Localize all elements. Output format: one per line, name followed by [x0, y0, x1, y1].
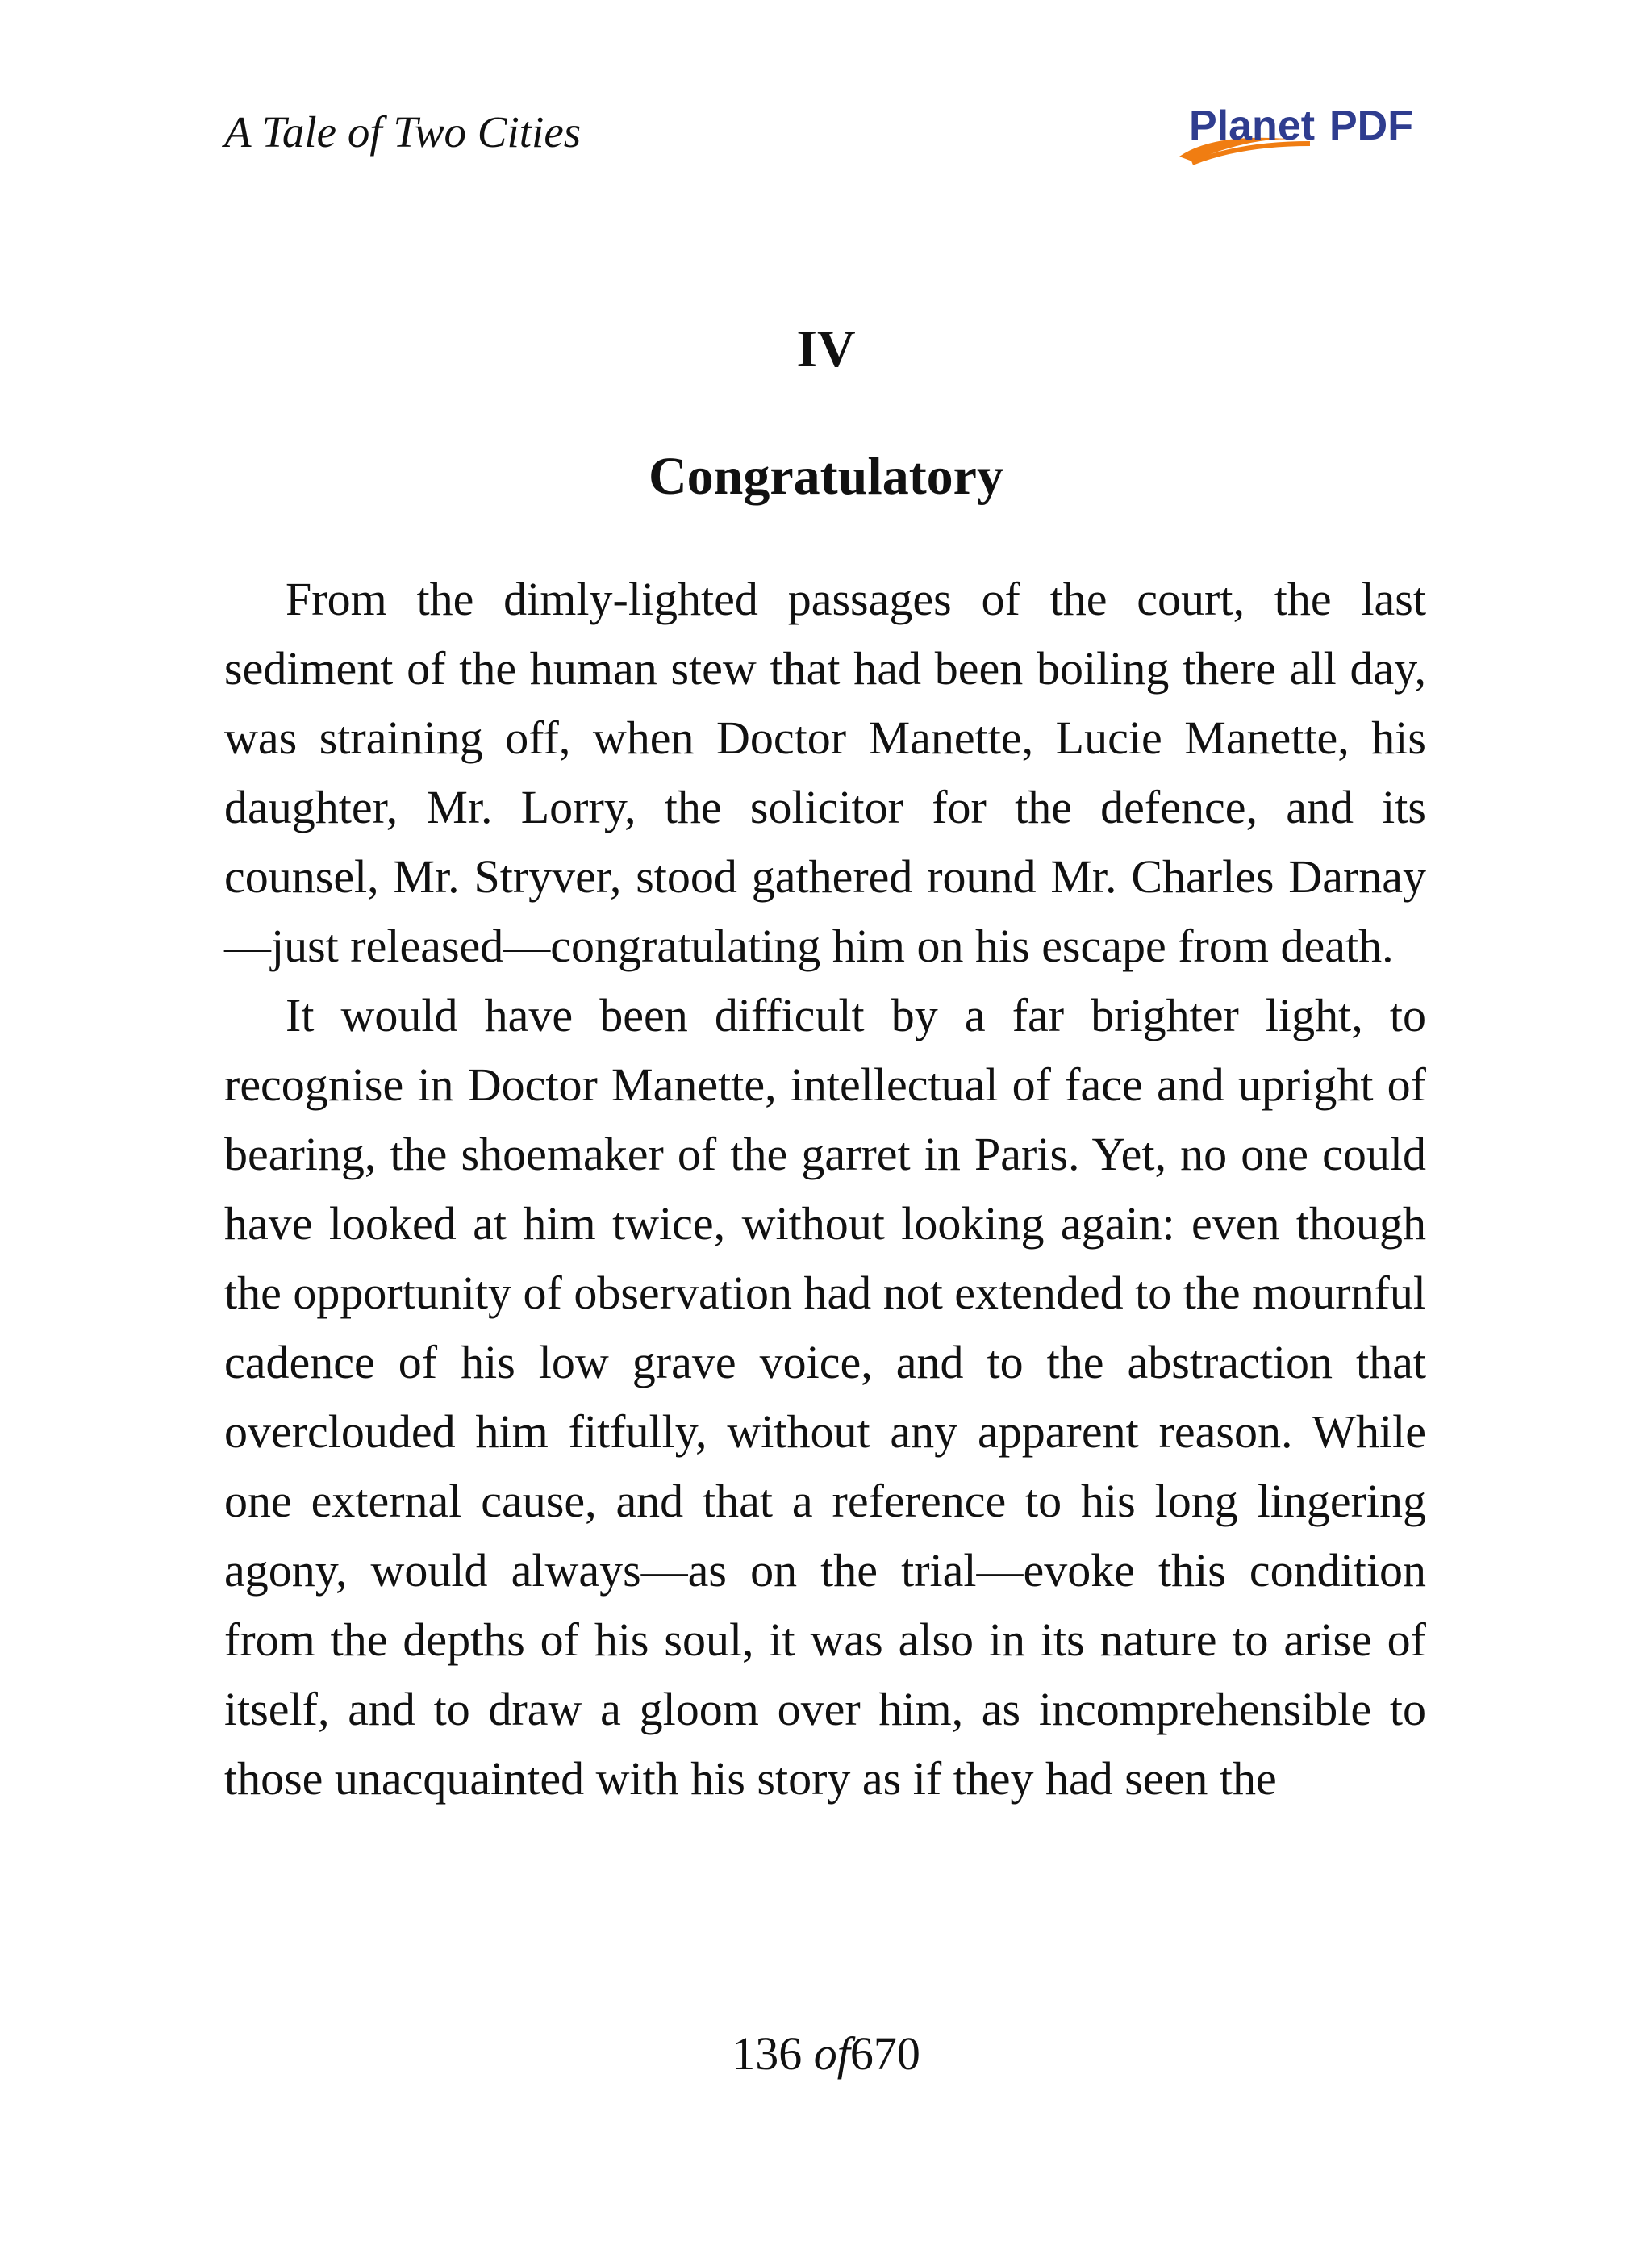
chapter-title: Congratulatory — [649, 447, 1003, 506]
running-header-book-title: A Tale of Two Cities — [224, 107, 582, 157]
logo-word-planet: Planet — [1189, 102, 1316, 149]
paragraph: From the dimly-lighted passages of the court, the last sediment of the human stew that had been boiling there all day, was straining off, when Doctor Manette, Lucie Manette, his daughter, Mr. Lorry, the solicitor for the defence, and its counsel, Mr. Stryver, stood gathered round Mr. Charles Darnay—just released—congratulating him on his escape from death. — [224, 573, 1426, 972]
chapter-body — [224, 565, 1426, 1814]
current-page: 136 — [732, 2027, 803, 2080]
logo-word-pdf: PDF — [1329, 102, 1413, 149]
planet-pdf-logo — [1168, 98, 1426, 171]
page-number — [0, 2027, 1652, 2081]
page-of-label: of — [813, 2027, 850, 2080]
chapter-number: IV — [796, 319, 856, 378]
paragraph: It would have been difficult by a far brighter light, to recognise in Doctor Manette, intellectual of face and upright of bearing, the shoemaker of the garret in Paris. Yet, no one could have looked at him twice, without looking again: even though the opportunity of observation had not extended to the mournful cadence of his low grave voice, and to the abstraction that overclouded him fitfully, without any apparent reason. While one external cause, and that a reference to his long lingering agony, would always—as on the trial—evoke this condition from the depths of his soul, it was also in its nature to arise of itself, and to draw a gloom over him, as incomprehensible to those unacquainted with his story as if they had seen the — [224, 989, 1426, 1805]
total-pages: 670 — [849, 2027, 920, 2080]
